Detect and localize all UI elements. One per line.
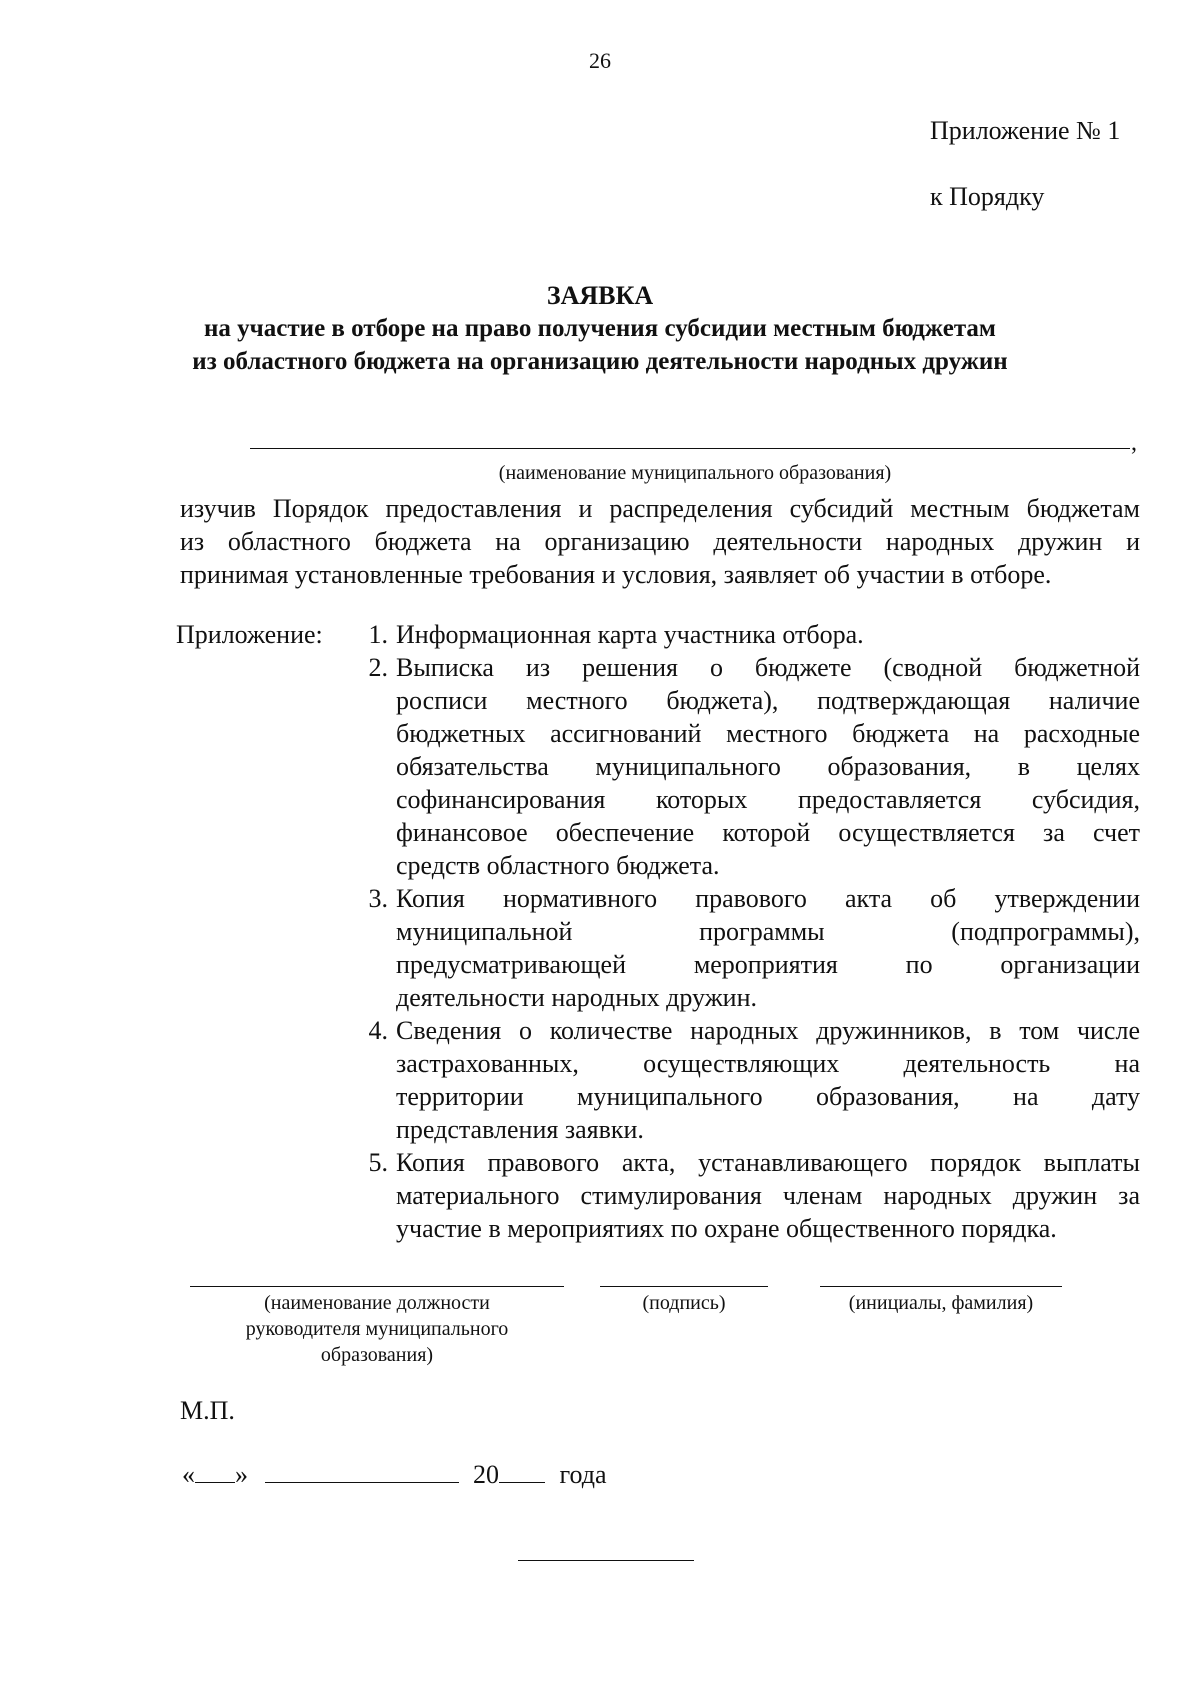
appendix-reference: к Порядку	[930, 182, 1045, 211]
position-caption	[190, 1290, 564, 1368]
municipality-comma: ,	[1131, 430, 1137, 456]
attachment-line: Выписка из решения о бюджете (сводной бюджетной	[396, 653, 1140, 682]
year-word: года	[559, 1460, 607, 1489]
month-blank	[265, 1460, 459, 1483]
date-close-quote: »	[235, 1460, 248, 1489]
body-text-line: изучив Порядок предоставления и распределения субсидий местным бюджетам	[180, 494, 1140, 523]
attachment-line: Сведения о количестве народных дружинников, в том числе	[396, 1016, 1140, 1045]
date-open-quote: «	[182, 1460, 195, 1489]
year-blank	[499, 1460, 545, 1483]
attachment-line: участие в мероприятиях по охране общественного порядка.	[396, 1214, 1057, 1243]
attachments-title: Приложение:	[176, 620, 323, 649]
appendix-label: Приложение № 1	[930, 116, 1121, 145]
year-century: 20	[473, 1460, 499, 1489]
stamp-label: М.П.	[180, 1396, 235, 1425]
attachment-line: бюджетных ассигнований местного бюджета на расходные	[396, 719, 1140, 748]
position-caption-line: образования)	[320, 1344, 434, 1366]
attachment-number: 2.	[368, 653, 388, 682]
attachment-line: Копия правового акта, устанавливающего порядок выплаты	[396, 1148, 1140, 1177]
attachment-number: 1.	[368, 620, 388, 649]
signature-line	[600, 1286, 768, 1287]
attachment-number: 3.	[368, 884, 388, 913]
attachment-line: муниципальной программы (подпрограммы),	[396, 917, 1140, 946]
attachment-line: застрахованных, осуществляющих деятельность на	[396, 1049, 1140, 1078]
page-number: 26	[589, 48, 611, 73]
attachment-line: средств областного бюджета.	[396, 851, 720, 880]
attachment-line: софинансирования которых предоставляется субсидия,	[396, 785, 1140, 814]
document-subtitle-line: на участие в отборе на право получения субсидии местным бюджетам	[204, 315, 996, 342]
signature-caption: (подпись)	[642, 1292, 726, 1314]
document-title: ЗАЯВКА	[546, 281, 654, 310]
attachment-line: деятельности народных дружин.	[396, 983, 757, 1012]
position-caption-line: руководителя муниципального	[245, 1318, 509, 1340]
date-row	[182, 1460, 607, 1490]
footer-separator	[518, 1560, 694, 1561]
attachment-number: 4.	[368, 1016, 388, 1045]
attachment-line: территории муниципального образования, на дату	[396, 1082, 1140, 1111]
day-blank	[195, 1460, 235, 1483]
attachment-number: 5.	[368, 1148, 388, 1177]
attachment-line: представления заявки.	[396, 1115, 644, 1144]
position-signature-line	[190, 1286, 564, 1287]
municipality-caption: (наименование муниципального образования)	[498, 462, 892, 484]
attachment-line: предусматривающей мероприятия по организации	[396, 950, 1140, 979]
attachment-line: материального стимулирования членам народных дружин за	[396, 1181, 1140, 1210]
attachment-line: Информационная карта участника отбора.	[396, 620, 864, 649]
attachment-line: Копия нормативного правового акта об утверждении	[396, 884, 1140, 913]
attachment-line: обязательства муниципального образования, в целях	[396, 752, 1140, 781]
name-caption: (инициалы, фамилия)	[848, 1292, 1034, 1314]
body-text-line: принимая установленные требования и условия, заявляет об участии в отборе.	[180, 560, 1052, 589]
name-signature-line	[820, 1286, 1062, 1287]
attachment-line: росписи местного бюджета), подтверждающая наличие	[396, 686, 1140, 715]
body-text-line: из областного бюджета на организацию деятельности народных дружин и	[180, 527, 1140, 556]
document-subtitle-line: из областного бюджета на организацию деятельности народных дружин	[192, 348, 1008, 375]
position-caption-line: (наименование должности	[264, 1292, 490, 1314]
attachment-line: финансовое обеспечение которой осуществляется за счет	[396, 818, 1140, 847]
municipality-name-line	[250, 448, 1130, 449]
